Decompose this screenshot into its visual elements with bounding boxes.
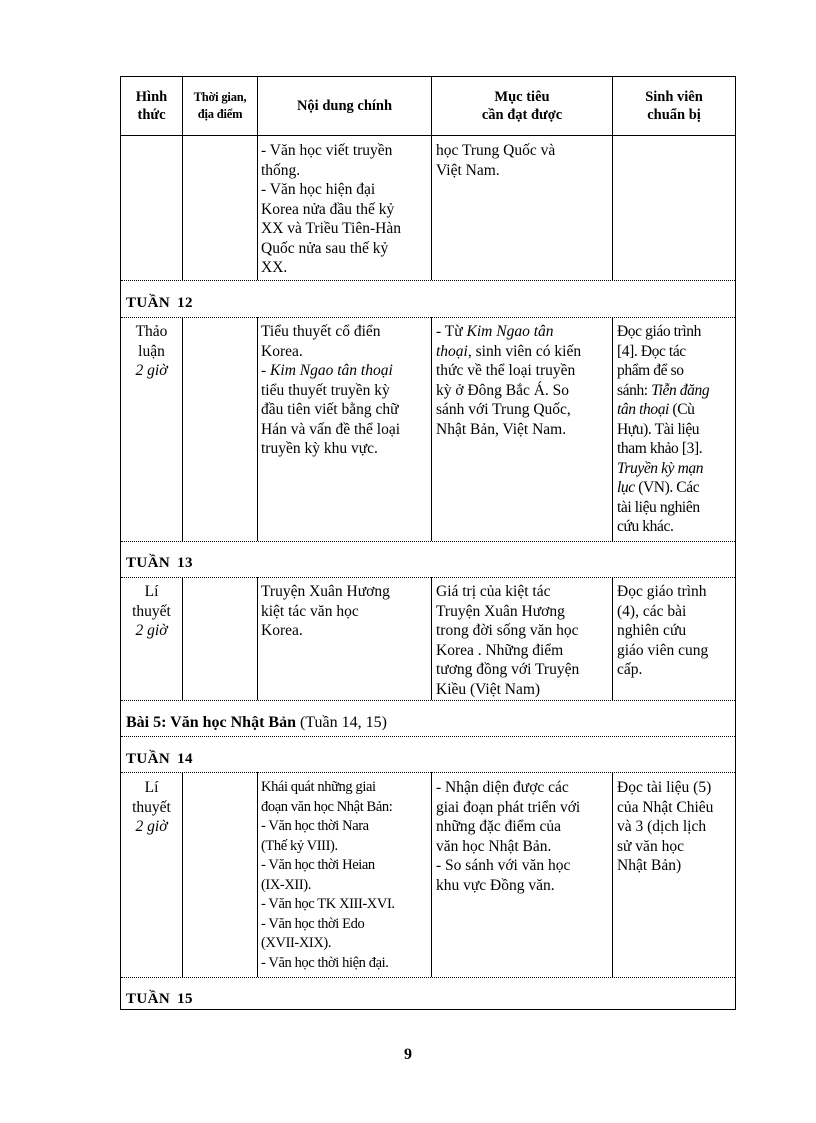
- week14-form: Lí thuyết 2 giờ: [132, 779, 171, 835]
- column-divider: [182, 577, 183, 700]
- column-divider: [431, 577, 432, 700]
- header-divider: [121, 135, 735, 136]
- week-14-heading: TUẦN 14: [126, 751, 193, 767]
- week-13-heading: TUẦN 13: [126, 555, 193, 571]
- header-objectives: Mục tiêu cần đạt được: [481, 89, 563, 123]
- column-divider: [431, 772, 432, 977]
- row-divider: [121, 772, 735, 773]
- column-divider: [257, 317, 258, 541]
- header-form: Hình thức: [135, 89, 168, 123]
- syllabus-table: [120, 76, 736, 1010]
- week14-content: Khái quát những giai đoạn văn học Nhật Bản: - Văn học thời Nara (Thế kỷ VIII). - Văn học thời Heian (IX-XII). - Văn học TK XIII-XVI. - Văn học thời Edo (XVII-XIX). - Văn học thời hiện đại.: [261, 779, 395, 971]
- row0-content: - Văn học viết truyền thống. - Văn học hiện đại Korea nửa đầu thế kỷ XX và Triều Tiên-Hàn Quốc nửa sau thế kỷ XX.: [261, 142, 401, 276]
- row0-goal: học Trung Quốc và Việt Nam.: [436, 142, 556, 179]
- week-15-heading: TUẦN 15: [126, 991, 193, 1007]
- page-number: 9: [404, 1046, 412, 1063]
- row-divider: [121, 541, 735, 542]
- week12-form: Thảo luận 2 giờ: [135, 323, 168, 379]
- week14-goal: - Nhận diện được các giai đoạn phát triển với những đặc điểm của văn học Nhật Bản. - So sánh với văn học khu vực Đồng văn.: [436, 779, 581, 894]
- row-divider: [121, 700, 735, 701]
- column-divider: [612, 317, 613, 541]
- header-student-prep: Sinh viên chuẩn bị: [645, 89, 703, 123]
- column-divider: [257, 577, 258, 700]
- row-divider: [121, 280, 735, 281]
- header-main-content: Nội dung chính: [296, 98, 393, 114]
- row-divider: [121, 577, 735, 578]
- column-divider: [431, 317, 432, 541]
- week13-goal: Giá trị của kiệt tác Truyện Xuân Hương trong đời sống văn học Korea . Những điểm tương đồng với Truyện Kiều (Việt Nam): [436, 583, 580, 698]
- week13-prep: Đọc giáo trình (4), các bài nghiên cứu giáo viên cung cấp.: [617, 583, 709, 678]
- column-divider: [182, 317, 183, 541]
- row-divider: [121, 736, 735, 737]
- column-divider: [612, 772, 613, 977]
- row-divider: [121, 317, 735, 318]
- column-divider: [257, 772, 258, 977]
- header-time-place: Thời gian, địa điểm: [193, 90, 247, 121]
- lesson-5-heading: Bài 5: Văn học Nhật Bản (Tuần 14, 15): [126, 714, 387, 731]
- week12-prep: Đọc giáo trình [4]. Đọc tác phẩm để so sánh: Tiễn đăng tân thoại (Cù Hựu). Tài liệu tham khảo [3]. Truyền kỳ mạn lục (VN). Các tài liệu nghiên cứu khác.: [617, 323, 710, 535]
- row-divider: [121, 977, 735, 978]
- week14-prep: Đọc tài liệu (5) của Nhật Chiêu và 3 (dịch lịch sử văn học Nhật Bản): [617, 779, 714, 874]
- week13-content: Truyện Xuân Hương kiệt tác văn học Korea.: [261, 583, 390, 639]
- column-divider: [612, 577, 613, 700]
- week-12-heading: TUẦN 12: [126, 295, 193, 311]
- column-divider: [182, 772, 183, 977]
- week13-form: Lí thuyết 2 giờ: [132, 583, 171, 639]
- week12-goal: - Từ Kim Ngao tân thoại, sinh viên có kiến thức về thể loại truyền kỳ ở Đông Bắc Á. So sánh với Trung Quốc, Nhật Bản, Việt Nam.: [436, 323, 582, 438]
- week12-content: Tiểu thuyết cổ điển Korea. - Kim Ngao tân thoại tiểu thuyết truyền kỳ đầu tiên viết bằng chữ Hán và vấn đề thể loại truyền kỳ khu vực.: [261, 323, 401, 457]
